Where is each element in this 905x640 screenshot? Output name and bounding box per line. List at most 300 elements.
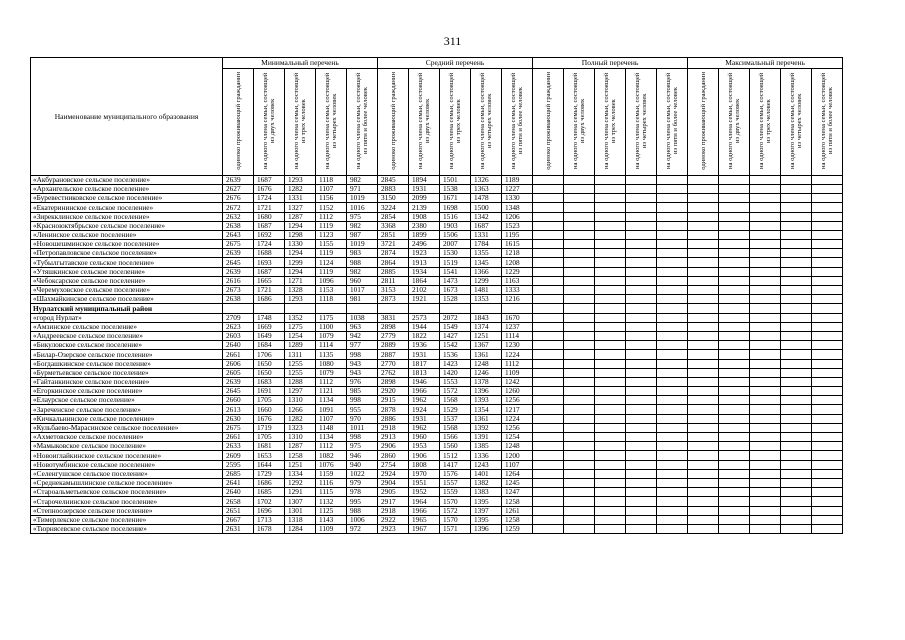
municipality-name: «Тюрнясевское сельское поселение» [31,524,223,533]
value-cell: 1361 [471,414,502,423]
subcolumn-header-label: одиноко проживающий гражданин [234,72,242,170]
value-cell [750,249,781,258]
value-cell: 1553 [440,377,471,386]
value-cell [781,433,812,442]
value-cell [688,460,719,469]
value-cell [533,295,564,304]
municipality-name: «Богдашкинское сельское поселение» [31,359,223,368]
value-cell: 1189 [502,175,533,184]
value-cell: 1038 [347,313,378,322]
value-cell: 2639 [223,249,254,258]
value-cell: 3368 [378,221,409,230]
value-cell: 1687 [471,221,502,230]
value-cell [750,295,781,304]
value-cell: 940 [347,460,378,469]
value-cell: 946 [347,451,378,460]
value-cell [812,258,843,267]
value-cell: 1289 [285,341,316,350]
value-cell [533,322,564,331]
subcolumn-header-label: на одного члена семьи, состоящей из пяти и более человек [820,72,835,170]
subcolumn-header [533,69,564,176]
value-cell: 1333 [502,286,533,295]
value-cell [626,341,657,350]
value-cell [688,488,719,497]
value-cell: 1264 [502,469,533,478]
value-cell: 1118 [316,295,347,304]
value-cell [719,221,750,230]
municipality-name: «Староальметьевское сельское поселение» [31,488,223,497]
value-cell: 998 [347,396,378,405]
value-cell [564,240,595,249]
value-cell: 1748 [254,313,285,322]
value-cell: 2886 [378,414,409,423]
value-cell: 1383 [471,488,502,497]
value-cell: 1292 [285,478,316,487]
table-row [31,240,843,249]
municipality-name: «Кичкальнинское сельское поселение» [31,414,223,423]
value-cell: 2595 [223,460,254,469]
value-cell [595,405,626,414]
value-cell: 2639 [223,175,254,184]
value-cell: 975 [347,212,378,221]
value-cell: 1224 [502,414,533,423]
value-cell [533,341,564,350]
value-cell [688,478,719,487]
value-cell [595,414,626,423]
value-cell [719,249,750,258]
municipality-name: «Селенгушское сельское поселение» [31,469,223,478]
value-cell [626,478,657,487]
value-cell: 1395 [471,497,502,506]
value-cell [564,267,595,276]
value-cell: 1721 [254,203,285,212]
value-cell: 1401 [471,469,502,478]
municipality-name: «Архангельское сельское поселение» [31,184,223,193]
value-cell [254,304,285,313]
table-row [31,460,843,469]
value-cell: 2627 [223,184,254,193]
value-cell [564,194,595,203]
value-cell: 1352 [285,313,316,322]
value-cell: 1248 [502,442,533,451]
value-cell [285,304,316,313]
value-cell: 1687 [254,267,285,276]
subcolumn-header [626,69,657,176]
value-cell: 1019 [347,194,378,203]
value-cell [657,368,688,377]
value-cell [750,488,781,497]
value-cell [564,497,595,506]
value-cell [719,405,750,414]
value-cell [688,184,719,193]
value-cell: 1114 [502,331,533,340]
value-cell [657,451,688,460]
value-cell: 1687 [254,221,285,230]
value-cell [719,515,750,524]
value-cell: 1200 [502,451,533,460]
subcolumn-header-label: на одного члена семьи, состоящей из двух человек [727,72,742,170]
value-cell [657,478,688,487]
municipality-name: «Старочелнинское сельское поселение» [31,497,223,506]
value-cell [657,313,688,322]
value-cell: 1006 [347,515,378,524]
value-cell [657,331,688,340]
value-cell: 3831 [378,313,409,322]
value-cell [564,286,595,295]
value-cell [533,515,564,524]
value-cell: 2630 [223,414,254,423]
value-cell: 1119 [316,249,347,258]
value-cell: 1011 [347,423,378,432]
table-row [31,230,843,239]
value-cell: 970 [347,414,378,423]
value-cell [719,368,750,377]
value-cell [657,377,688,386]
value-cell: 1080 [316,359,347,368]
value-cell [688,377,719,386]
value-cell: 1512 [440,451,471,460]
value-cell [812,341,843,350]
value-cell [812,230,843,239]
municipality-name: «Бикуловское сельское поселение» [31,341,223,350]
value-cell: 2638 [223,221,254,230]
subcolumn-header [750,69,781,176]
value-cell [564,295,595,304]
value-cell: 1159 [316,469,347,478]
value-cell [595,396,626,405]
value-cell [750,203,781,212]
value-cell: 1266 [285,405,316,414]
value-cell [750,460,781,469]
group-header-maximal: Максимальный перечень [688,58,843,69]
value-cell: 1331 [285,194,316,203]
value-cell: 1293 [285,295,316,304]
value-cell: 1243 [471,460,502,469]
value-cell: 1330 [502,194,533,203]
value-cell: 1323 [285,423,316,432]
value-cell: 1245 [502,478,533,487]
subcolumn-header-label: на одного члена семьи, состоящей из двух человек [417,72,432,170]
value-cell [719,423,750,432]
value-cell [223,304,254,313]
value-cell: 1397 [471,506,502,515]
value-cell [626,304,657,313]
subcolumn-header [471,69,502,176]
value-cell [533,350,564,359]
value-cell [533,221,564,230]
value-cell: 1924 [409,405,440,414]
value-cell: 1393 [471,396,502,405]
value-cell: 1678 [254,524,285,533]
value-cell: 2616 [223,276,254,285]
value-cell: 2099 [409,194,440,203]
value-cell: 2658 [223,497,254,506]
value-cell [564,423,595,432]
value-cell [812,267,843,276]
value-cell: 1516 [440,212,471,221]
value-cell: 1017 [347,286,378,295]
value-cell [781,359,812,368]
value-cell: 1115 [316,488,347,497]
value-cell: 943 [347,368,378,377]
value-cell: 1953 [409,442,440,451]
value-cell: 1962 [409,396,440,405]
value-cell: 1079 [316,331,347,340]
value-cell: 1275 [285,322,316,331]
value-cell: 2675 [223,240,254,249]
value-cell: 2573 [409,313,440,322]
value-cell [750,396,781,405]
value-cell: 2883 [378,184,409,193]
value-cell: 1114 [316,341,347,350]
value-cell [688,405,719,414]
value-cell: 1934 [409,267,440,276]
value-cell: 2605 [223,368,254,377]
value-cell [812,194,843,203]
value-cell [595,350,626,359]
table-row [31,478,843,487]
value-cell [626,331,657,340]
value-cell [564,478,595,487]
value-cell: 1392 [471,423,502,432]
value-cell: 982 [347,267,378,276]
value-cell [626,423,657,432]
value-cell: 1132 [316,497,347,506]
subcolumn-header [440,69,471,176]
value-cell: 1903 [440,221,471,230]
municipality-name: «Мамыковское сельское поселение» [31,442,223,451]
value-cell: 1568 [440,396,471,405]
value-cell [595,230,626,239]
value-cell: 1256 [502,396,533,405]
value-cell [750,240,781,249]
value-cell: 1363 [471,184,502,193]
value-cell [750,212,781,221]
value-cell: 2643 [223,230,254,239]
value-cell [781,249,812,258]
value-cell [719,194,750,203]
value-cell: 2754 [378,460,409,469]
value-cell [657,350,688,359]
value-cell [657,488,688,497]
value-cell [564,368,595,377]
value-cell [781,240,812,249]
value-cell: 1251 [471,331,502,340]
value-cell [626,387,657,396]
value-cell [626,184,657,193]
value-cell: 1649 [254,331,285,340]
value-cell [750,267,781,276]
value-cell [781,368,812,377]
subcolumn-header [719,69,750,176]
value-cell: 1135 [316,350,347,359]
value-cell: 2675 [223,423,254,432]
value-cell [626,240,657,249]
value-cell: 2640 [223,488,254,497]
value-cell: 1908 [409,212,440,221]
value-cell [533,359,564,368]
value-cell: 1230 [502,341,533,350]
value-cell: 1345 [471,258,502,267]
value-cell [533,506,564,515]
value-cell: 971 [347,184,378,193]
value-cell: 1100 [316,322,347,331]
value-cell [564,249,595,258]
value-cell: 2631 [223,524,254,533]
value-cell: 1259 [502,524,533,533]
value-cell [533,405,564,414]
municipality-name: «Тубылгытавское сельское поселение» [31,258,223,267]
value-cell [595,267,626,276]
value-cell: 1255 [285,359,316,368]
value-cell [750,387,781,396]
value-cell: 1560 [440,442,471,451]
value-cell: 1698 [440,203,471,212]
value-cell [750,194,781,203]
value-cell: 2864 [378,258,409,267]
value-cell [781,451,812,460]
value-cell: 1921 [409,295,440,304]
value-cell [533,497,564,506]
value-cell: 1681 [254,442,285,451]
value-cell: 1224 [502,350,533,359]
value-cell: 1318 [285,515,316,524]
value-cell: 1258 [285,451,316,460]
value-cell: 976 [347,377,378,386]
value-cell: 1301 [285,506,316,515]
value-cell [657,267,688,276]
value-cell [564,442,595,451]
value-cell: 1931 [409,414,440,423]
subcolumn-header [316,69,347,176]
value-cell: 2645 [223,387,254,396]
value-cell [719,433,750,442]
value-cell [564,258,595,267]
value-cell: 1966 [409,387,440,396]
value-cell [812,249,843,258]
value-cell [750,331,781,340]
value-cell [750,377,781,386]
value-cell: 3150 [378,194,409,203]
value-cell [688,295,719,304]
value-cell [595,497,626,506]
value-cell [812,304,843,313]
municipality-column-header: Наименование муниципального образования [31,58,223,176]
value-cell [812,322,843,331]
subcolumn-header [595,69,626,176]
value-cell [595,423,626,432]
section-row [31,304,843,313]
value-cell [657,405,688,414]
municipality-name: «Кульбаево-Марасинское сельское поселение» [31,423,223,432]
value-cell: 1665 [254,276,285,285]
value-cell [564,488,595,497]
value-cell [657,433,688,442]
table-row [31,184,843,193]
value-cell: 1946 [409,377,440,386]
value-cell: 1650 [254,368,285,377]
value-cell: 1125 [316,506,347,515]
value-cell [750,497,781,506]
table-row [31,387,843,396]
value-cell: 1572 [440,387,471,396]
value-cell [347,304,378,313]
value-cell [564,184,595,193]
table-row [31,322,843,331]
value-cell: 2885 [378,267,409,276]
value-cell [657,341,688,350]
value-cell [688,313,719,322]
value-cell: 1016 [347,203,378,212]
value-cell [657,295,688,304]
table-row [31,442,843,451]
value-cell [688,194,719,203]
value-cell [719,267,750,276]
value-cell: 2889 [378,341,409,350]
value-cell [781,341,812,350]
value-cell [688,286,719,295]
value-cell [564,405,595,414]
value-cell [533,451,564,460]
value-cell [781,331,812,340]
value-cell: 1970 [409,469,440,478]
value-cell [719,497,750,506]
value-cell: 985 [347,387,378,396]
value-cell: 2904 [378,478,409,487]
value-cell [626,175,657,184]
value-cell: 1538 [440,184,471,193]
value-cell: 1500 [471,203,502,212]
value-cell [781,478,812,487]
value-cell [626,249,657,258]
value-cell: 1864 [409,276,440,285]
value-cell: 1311 [285,350,316,359]
value-cell [564,341,595,350]
value-cell [657,414,688,423]
value-cell [564,230,595,239]
value-cell [812,515,843,524]
value-cell: 1107 [502,460,533,469]
value-cell: 1713 [254,515,285,524]
value-cell [533,313,564,322]
value-cell: 977 [347,341,378,350]
value-cell [812,350,843,359]
value-cell: 1291 [285,488,316,497]
value-cell: 2632 [223,212,254,221]
value-cell: 1721 [254,286,285,295]
subcolumn-header [285,69,316,176]
value-cell [688,451,719,460]
value-cell: 2923 [378,524,409,533]
value-cell: 972 [347,524,378,533]
value-cell: 1254 [502,433,533,442]
municipality-name: «Акбурановское сельское поселение» [31,175,223,184]
value-cell [626,359,657,368]
value-cell: 1229 [502,267,533,276]
value-cell [533,524,564,533]
table-row [31,286,843,295]
value-cell [688,249,719,258]
value-cell [688,423,719,432]
value-cell [657,497,688,506]
subcolumn-header [657,69,688,176]
value-cell [626,488,657,497]
value-cell [719,506,750,515]
value-cell [533,442,564,451]
value-cell: 1378 [471,377,502,386]
subcolumn-header [223,69,254,176]
value-cell [595,175,626,184]
